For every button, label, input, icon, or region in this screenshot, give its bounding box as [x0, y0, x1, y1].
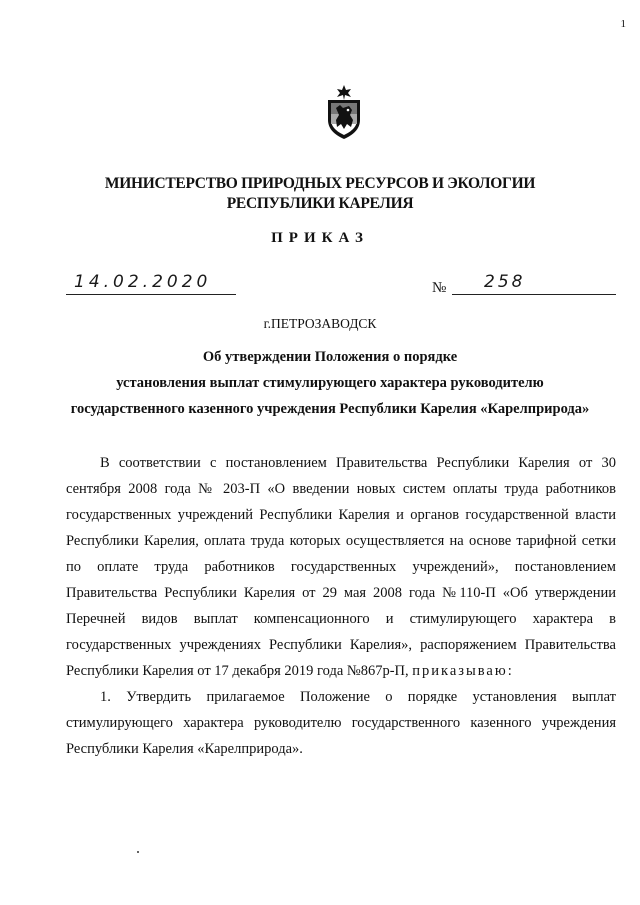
document-title [50, 344, 610, 422]
paragraph-preamble [66, 450, 616, 684]
handwritten-date: 14.02.2020 [74, 272, 212, 292]
handwritten-number: 258 [484, 272, 526, 292]
karelia-coat-of-arms-icon [324, 84, 364, 140]
ministry-name [0, 174, 640, 214]
title-line-3: государственного казенного учреждения Республики Карелия «Карелприрода» [70, 401, 590, 417]
number-label: № [432, 280, 447, 296]
preamble-text: В соответствии с постановлением Правительства Республики Карелия от 30 сентября 2008 года № 203-П «О введении новых систем оплаты труда работников государственных учреждений Республики Карелия и органов государственной власти Республики Карелия, оплата труда которых осуществляется на основе тарифной сетки по оплате труда работников государственных учреждений», постановлением Правительства Республики Карелия от 29 мая 2008 года №110-П «Об утверждении Перечней видов выплат компенсационного и стимулирующего характера в государственных учреждениях Республики Карелия», распоряжением Правительства Республики Карелия от 17 декабря 2019 года №867р-П, [66, 455, 616, 679]
city: г.ПЕТРОЗАВОДСК [263, 316, 377, 331]
document-body [66, 450, 616, 762]
document-type: ПРИКАЗ [271, 230, 369, 246]
number-field [452, 272, 616, 295]
date-field [66, 272, 236, 295]
title-line-1: Об утверждении Положения о порядке [202, 349, 458, 365]
ministry-line-1: МИНИСТЕРСТВО ПРИРОДНЫХ РЕСУРСОВ И ЭКОЛОГИИ [104, 175, 536, 192]
paragraph-item-1: 1. Утвердить прилагаемое Положение о порядке установления выплат стимулирующего характера руководителю государственного казенного учреждения Республики Карелия «Карелприрода». [66, 689, 616, 757]
title-line-2: установления выплат стимулирующего характера руководителю [116, 375, 544, 391]
order-word: приказываю: [412, 663, 514, 679]
ministry-line-2: РЕСПУБЛИКИ КАРЕЛИЯ [226, 195, 414, 212]
page-number: 1 [620, 18, 626, 30]
scan-speck [137, 851, 139, 853]
